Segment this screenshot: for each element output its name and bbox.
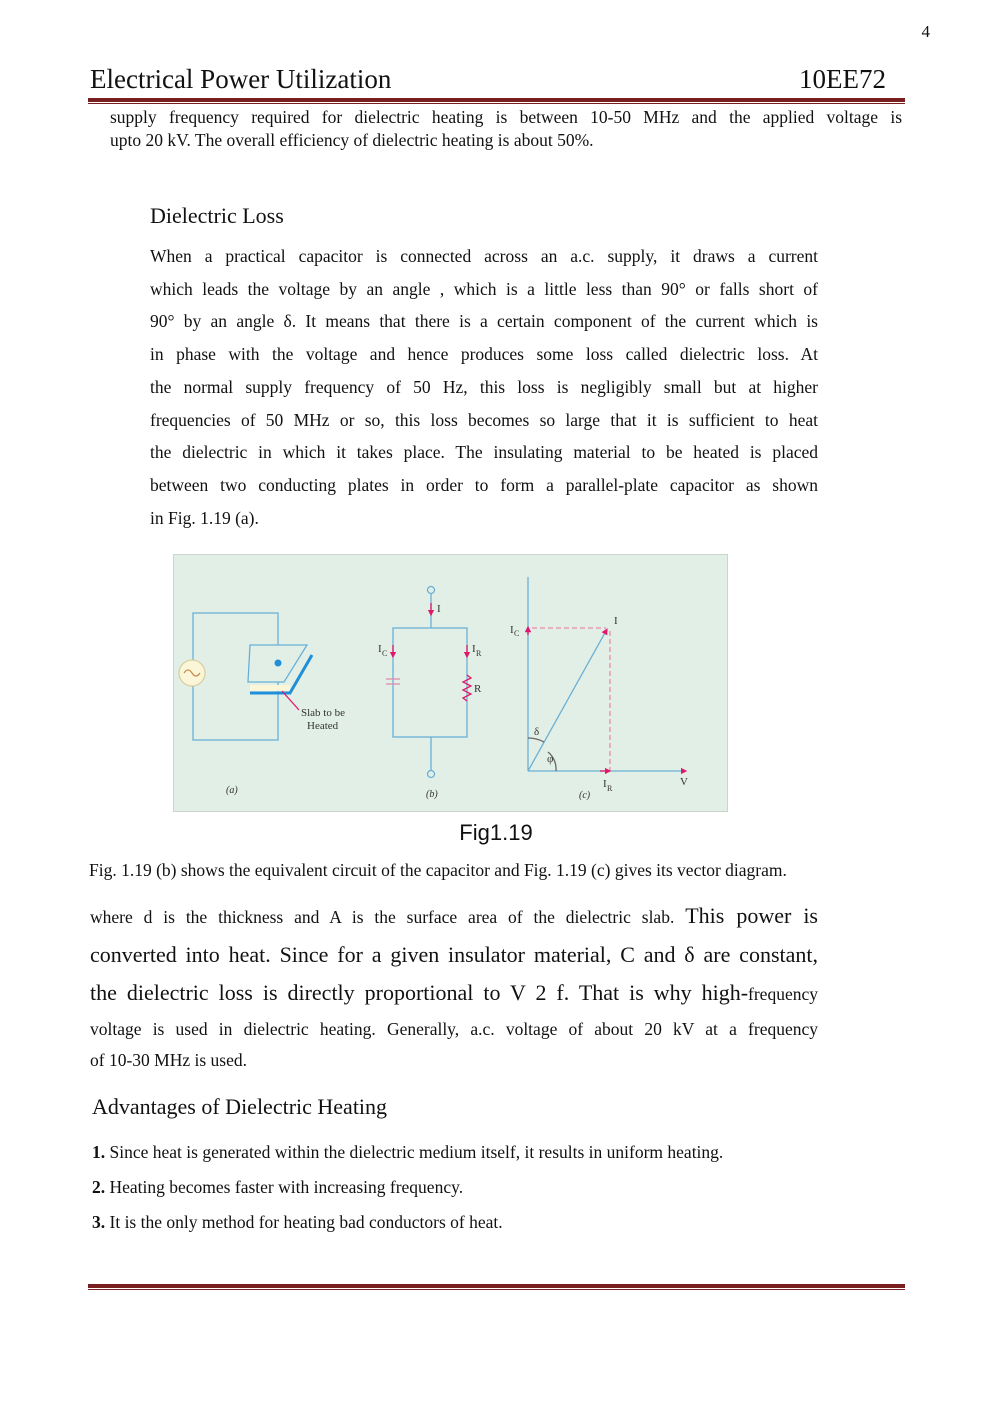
vector-diagram-c (528, 577, 684, 771)
section-heading-advantages: Advantages of Dielectric Heating (92, 1094, 388, 1119)
label-V: V (680, 776, 688, 788)
label-vec-Ic-sub: C (514, 629, 520, 638)
list-number: 3. (92, 1212, 106, 1232)
label-Ic-sub: C (382, 649, 388, 658)
text-line: 90° by an angle δ. It means that there is a certain component of the current which is (150, 311, 818, 332)
label-b: (b) (426, 789, 438, 800)
figure-1-19 (173, 554, 728, 812)
slab-label-2: Heated (307, 720, 339, 732)
text-line: upto 20 kV. The overall efficiency of dielectric heating is about 50%. (110, 130, 594, 150)
label-vec-I: I (614, 615, 618, 627)
page-number: 4 (921, 22, 930, 41)
section-heading-dielectric-loss: Dielectric Loss (150, 203, 284, 228)
figure-caption: Fig1.19 (459, 820, 533, 845)
intro-paragraph (110, 106, 902, 152)
paragraph-power (90, 897, 818, 1075)
circuit-b (386, 587, 471, 778)
text-line: the normal supply frequency of 50 Hz, this loss is negligibly small but at higher (150, 376, 818, 397)
footer-rule-thin (88, 1289, 905, 1290)
list-item (92, 1135, 723, 1170)
text-line: the dielectric in which it takes place. The insulating material to be heated is placed (150, 442, 818, 463)
text-line: converted into heat. Since for a given insulator material, C and δ are constant, (90, 942, 818, 967)
list-number: 1. (92, 1142, 106, 1162)
label-vec-Ic: I (510, 624, 514, 636)
text-line: supply frequency required for dielectric heating is between 10-50 MHz and the applied voltage is (110, 107, 902, 127)
figure-description: Fig. 1.19 (b) shows the equivalent circuit of the capacitor and Fig. 1.19 (c) gives its vector diagram. (89, 860, 787, 880)
label-IR-sub: R (476, 649, 482, 658)
text-line: voltage is used in dielectric heating. Generally, a.c. voltage of about 20 kV at a frequency (90, 1019, 818, 1039)
list-item (92, 1205, 723, 1240)
label-a: (a) (226, 785, 238, 796)
header-title: Electrical Power Utilization (90, 64, 392, 94)
label-delta: δ (534, 726, 540, 738)
label-IR: I (472, 643, 476, 655)
label-Ic: I (378, 643, 382, 655)
figure-diagram (174, 555, 727, 811)
slab-label-1: Slab to be (301, 707, 345, 719)
list-text: Heating becomes faster with increasing frequency. (109, 1177, 464, 1197)
text-span: where d is the thickness and A is the surface area of the dielectric slab. (90, 907, 675, 927)
list-text: Since heat is generated within the dielectric medium itself, it results in uniform heating. (109, 1142, 724, 1162)
text-line: frequencies of 50 MHz or so, this loss becomes so large that it is sufficient to heat (150, 409, 818, 430)
label-vec-IR: I (603, 778, 607, 790)
circuit-a (179, 613, 312, 740)
label-R: R (474, 683, 482, 695)
label-c: (c) (579, 790, 591, 801)
text-line: which leads the voltage by an angle , which is a little less than 90° or falls short of (150, 278, 818, 299)
text-line: between two conducting plates in order to form a parallel-plate capacitor as shown (150, 474, 818, 495)
list-text: It is the only method for heating bad conductors of heat. (109, 1212, 503, 1232)
header-course-code: 10EE72 (799, 64, 886, 94)
text-line: When a practical capacitor is connected across an a.c. supply, it draws a current (150, 246, 818, 266)
text-line: in phase with the voltage and hence produces some loss called dielectric loss. At (150, 344, 818, 365)
text-line: in Fig. 1.19 (a). (150, 507, 259, 528)
text-span: the dielectric loss is directly proportional to V 2 f. That is why high- (90, 980, 749, 1005)
text-span: frequency (748, 984, 818, 1004)
advantages-list (92, 1135, 723, 1240)
list-number: 2. (92, 1177, 106, 1197)
header-rule-thin (88, 103, 905, 104)
header-rule (88, 98, 905, 102)
dielectric-loss-paragraph (150, 240, 818, 534)
list-item (92, 1170, 723, 1205)
footer-rule (88, 1284, 905, 1288)
text-span: This power is (685, 903, 818, 928)
label-vec-IR-sub: R (607, 784, 613, 793)
label-I: I (437, 603, 441, 615)
label-phi: φ (547, 753, 554, 765)
text-line: of 10-30 MHz is used. (90, 1050, 247, 1070)
